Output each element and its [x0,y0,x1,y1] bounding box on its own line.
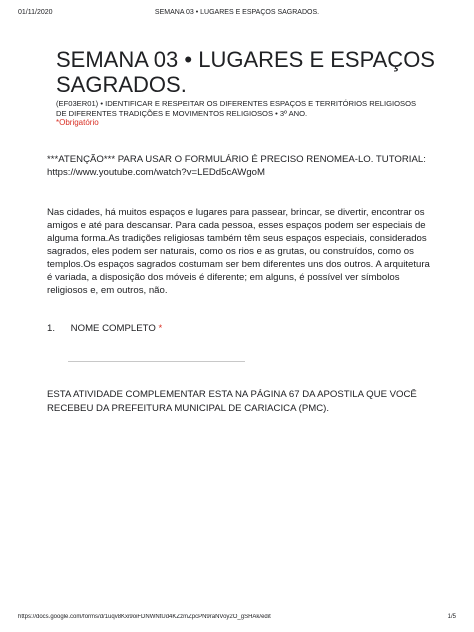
page-number: 1/5 [447,614,456,620]
form-title: SEMANA 03 • LUGARES E ESPAÇOS SAGRADOS. [56,47,435,97]
intro-text [47,206,432,297]
attention-notice: ***ATENÇÃO*** PARA USAR O FORMULÁRIO É PRECISO RENOMEA-LO. TUTORIAL: https://www.youtube.com/watch?v=LEDd5cAWgoM [47,154,426,178]
intro-paragraph: Nas cidades, há muitos espaços e lugares para passear, brincar, se divertir, encontrar os amigos e até para descansar. Para cada pessoa, esses espaços podem ser especiais de alguma forma.As tradições religiosas também têm seus espaços especiais, considerados sagrados, eles podem ser naturais, como os rios e as grutas, ou construídos, como os templos.Os espaços sagrados costumam ser bem diferentes uns dos outros. A arquitetura é variada, a disposição dos móveis é diferente; em alguns, é possível ver símbolos religiosos e, em outros, não. [47,207,430,296]
question-label: NOME COMPLETO [70,323,156,334]
question-number: 1. [47,323,56,334]
closing-note: ESTA ATIVIDADE COMPLEMENTAR ESTA NA PÁGINA 67 DA APOSTILA QUE VOCÊ RECEBEU DA PREFEITURA MUNICIPAL DE CARIACICA (PMC). [47,389,417,414]
required-note: *Obrigatório [56,118,99,127]
form-description: (EF03ER01) • IDENTIFICAR E RESPEITAR OS DIFERENTES ESPAÇOS E TERRITÓRIOS RELIGIOSOS DE DIFERENTES TRADIÇÕES E MOVIMENTOS RELIGIOSOS • 3º ANO. [56,99,417,118]
name-answer-field[interactable] [68,361,245,362]
print-date: 01/11/2020 [18,9,53,16]
required-star: * [158,323,163,334]
print-page-title: SEMANA 03 • LUGARES E ESPAÇOS SAGRADOS. [154,9,320,16]
question-name [47,323,162,334]
print-url: https://docs.google.com/forms/d/1uqv8Kxi9oiFDNWNtUd4KZzmZpcPN9raNVoy2O_gSHAk/edit [18,614,271,620]
